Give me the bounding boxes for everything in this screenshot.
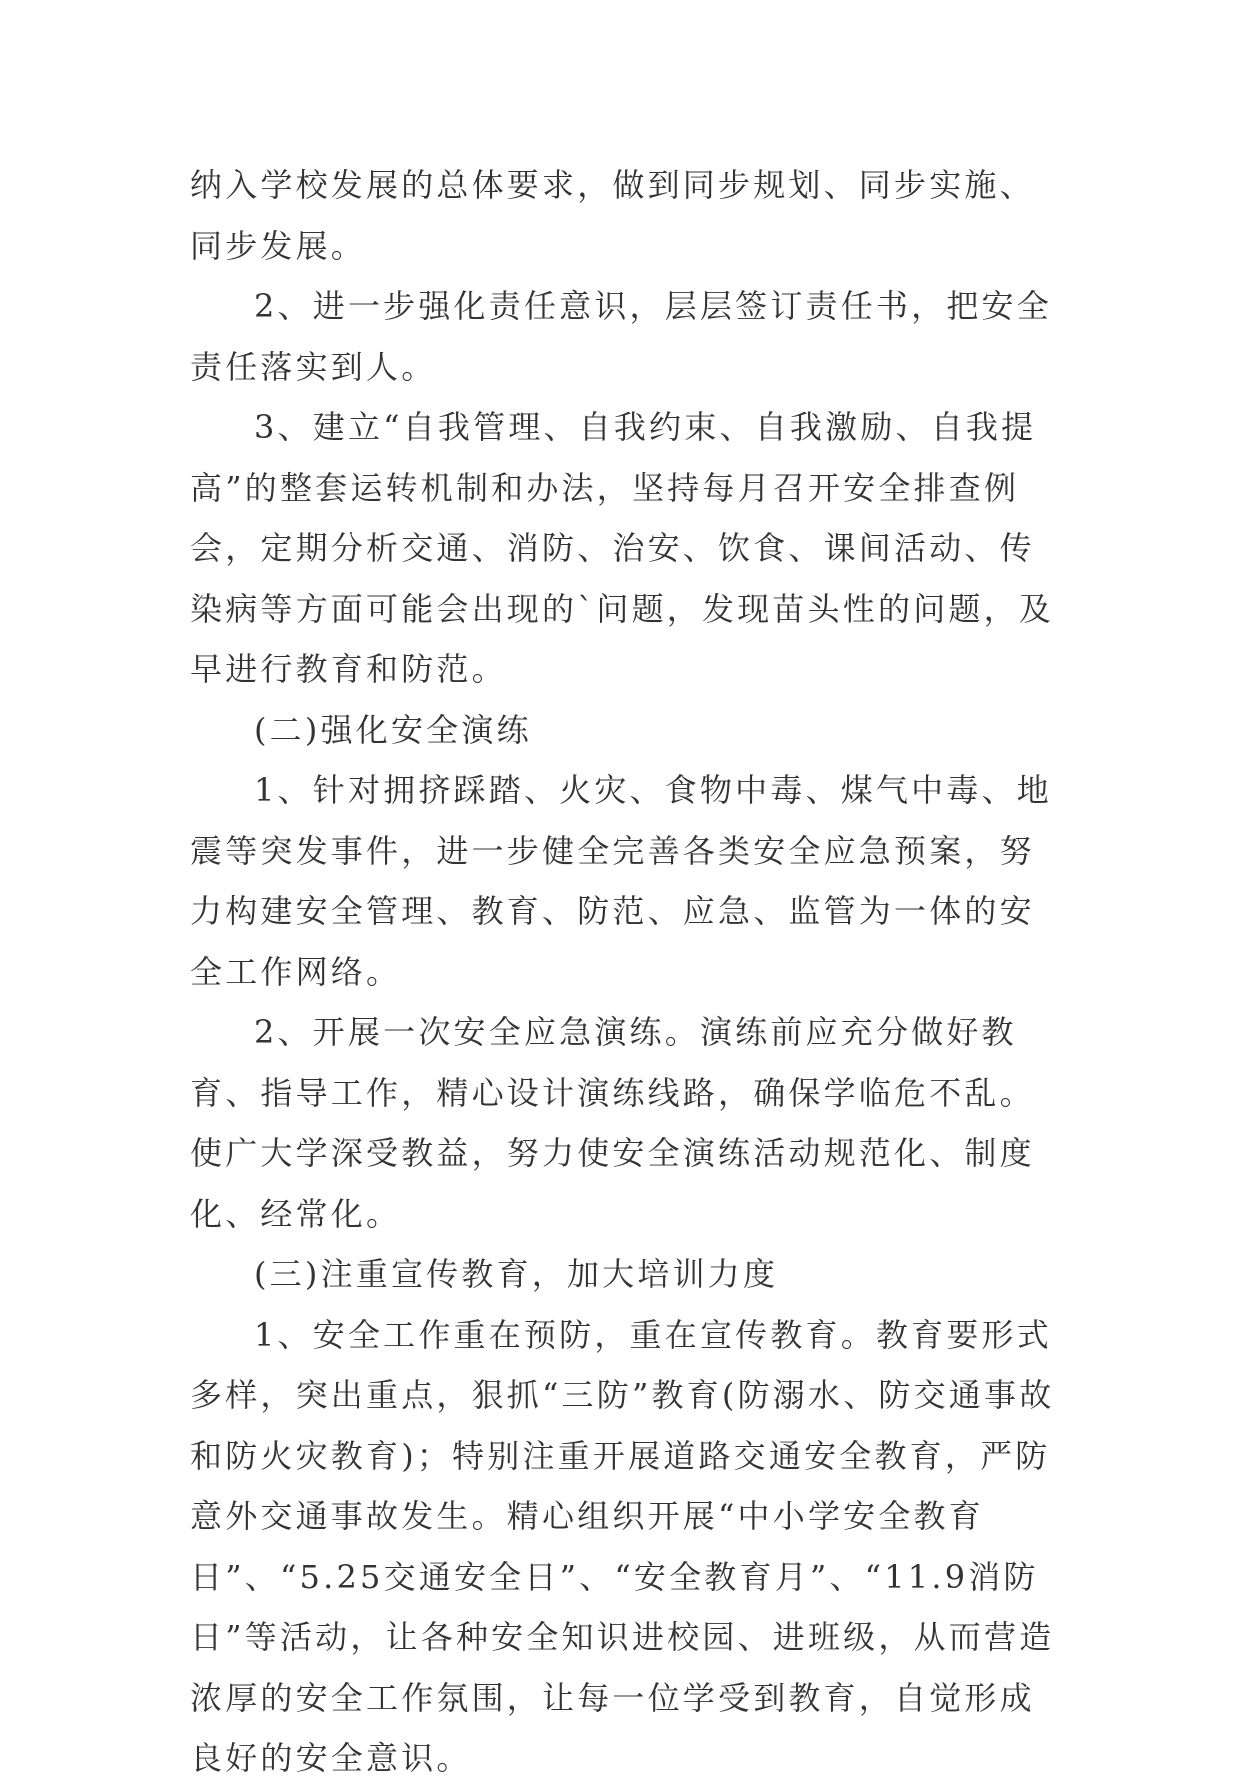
section-heading-2: (二)强化安全演练 (254, 710, 532, 749)
document-body (190, 155, 1060, 1789)
section-heading-3: (三)注重宣传教育，加大培训力度 (254, 1255, 779, 1293)
paragraph-item-3: 3、建立“自我管理、自我约束、自我激励、自我提高”的整套运转机制和办法，坚持每月召开安全排查例会，定期分析交通、消防、治安、饮食、课间活动、传染病等方面可能会出现的`问题，发现苗头性的问题，及早进行教育和防范。 (190, 408, 1055, 688)
paragraph-drill-1: 1、针对拥挤踩踏、火灾、食物中毒、煤气中毒、地震等突发事件，进一步健全完善各类安全应急预案，努力构建安全管理、教育、防范、应急、监管为一体的安全工作网络。 (190, 771, 1052, 991)
paragraph-item-2: 2、进一步强化责任意识，层层签订责任书，把安全责任落实到人。 (190, 287, 1052, 386)
paragraph-education-1: 1、安全工作重在预防，重在宣传教育。教育要形式多样，突出重点，狠抓“三防”教育(防溺水、防交通事故和防火灾教育)；特别注重开展道路交通安全教育，严防意外交通事故发生。精心组织开展“中小学安全教育日”、“5.25交通安全日”、“安全教育月”、“11.9消防日”等活动，让各种安全知识进校园、进班级，从而营造浓厚的安全工作氛围，让每一位学受到教育，自觉形成良好的安全意识。 (190, 1315, 1055, 1777)
paragraph-continuation: 纳入学校发展的总体要求，做到同步规划、同步实施、同步发展。 (190, 166, 1035, 265)
paragraph-drill-2: 2、开展一次安全应急演练。演练前应充分做好教育、指导工作，精心设计演练线路，确保学临危不乱。使广大学深受教益，努力使安全演练活动规范化、制度化、经常化。 (190, 1013, 1035, 1233)
